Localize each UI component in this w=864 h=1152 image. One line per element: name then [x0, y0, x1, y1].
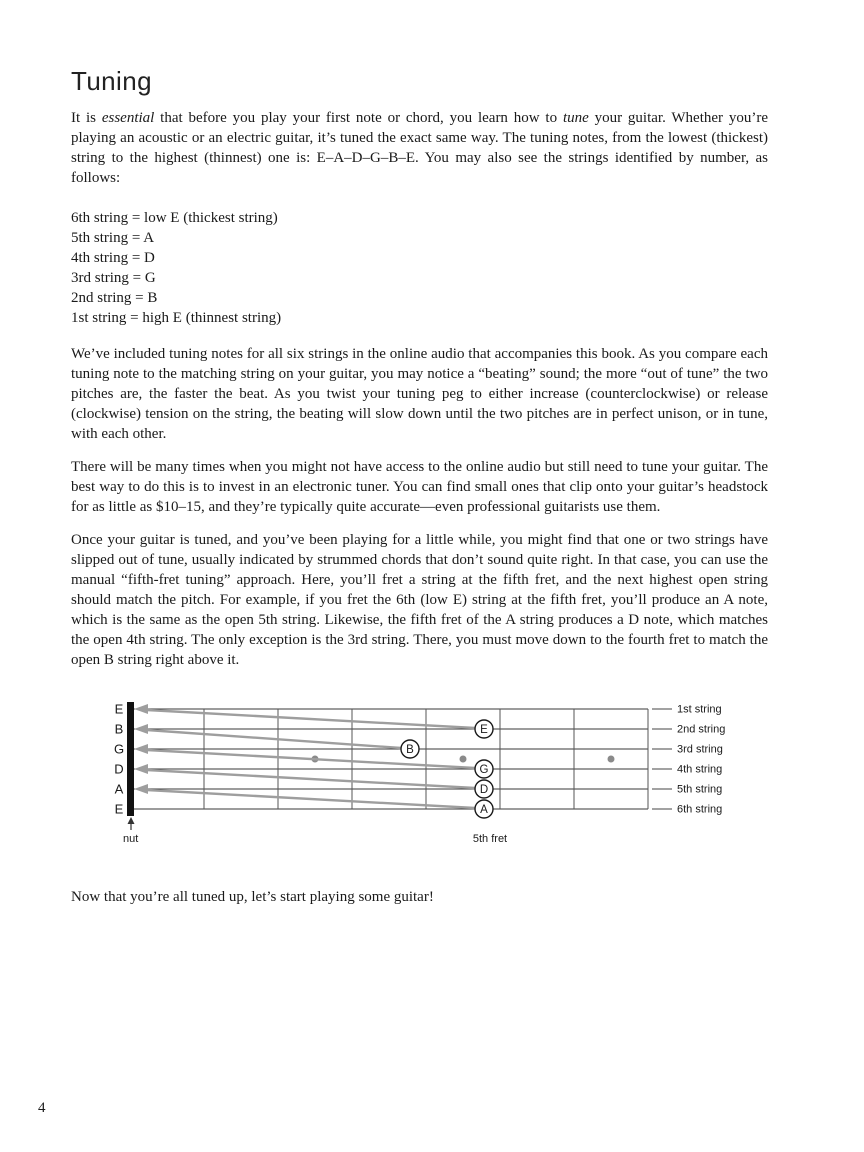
page-number: 4	[38, 1100, 46, 1116]
up-arrow-icon	[128, 817, 135, 824]
nut-bar	[127, 702, 134, 816]
paragraph-online-audio: We’ve included tuning notes for all six strings in the online audio that accompanies this book. As you compare each tuning note to the matching string on your guitar, you may notice a “beating” sound; the more “out of tune” the two pitches are, the faster the beat. As you twist your tuning peg to either increase (counterclockwise) or release (clockwise) tension on the string, the beating will slow down until the two pitches are in perfect unison, or in tune, with each other.	[71, 346, 768, 442]
fretted-note-label: D	[479, 784, 489, 796]
open-string-label: B	[114, 721, 124, 737]
string-list-item: 2nd string = B	[71, 290, 158, 306]
fretted-note-label: A	[480, 804, 488, 816]
open-string-label: G	[113, 741, 125, 757]
open-string-label: E	[114, 701, 124, 717]
string-number-label: 5th string	[677, 783, 723, 796]
fretted-note-label: G	[479, 764, 489, 776]
nut-label: nut	[123, 833, 139, 845]
string-number-labels	[652, 704, 725, 816]
page-content	[71, 66, 768, 907]
string-list-item: 5th string = A	[71, 230, 155, 246]
intro-run: that before you play your first note or chord, you learn how to	[154, 110, 563, 126]
closing-line: Now that you’re all tuned up, let’s start playing some guitar!	[71, 889, 434, 905]
string-number-label: 6th string	[677, 803, 723, 816]
nut-callout	[123, 817, 138, 845]
intro-paragraph	[71, 108, 768, 188]
tuning-arrows	[134, 704, 475, 808]
open-string-label: E	[114, 801, 124, 817]
string-number-label: 2nd string	[677, 723, 726, 736]
inlay-dot-icon	[460, 756, 467, 763]
inlay-dot-icon	[608, 756, 615, 763]
tuning-arrow	[147, 730, 401, 748]
arrowhead-icon	[134, 724, 148, 734]
fret-label: 5th fret	[472, 833, 508, 845]
string-number-list	[71, 208, 768, 328]
intro-run: your guitar. Whether you’re playing an acoustic or an electric guitar, it’s tuned the exact same way. The tuning notes, from the lowest (thickest) string to the highest (thinnest) one is: E–A–D–G–B–E. You may also see the strings identified by number, as follows:	[71, 110, 769, 186]
string-list-item: 6th string = low E (thickest string)	[71, 210, 278, 226]
string-list-item: 4th string = D	[71, 250, 155, 266]
arrowhead-icon	[134, 784, 148, 794]
page-title: Tuning	[71, 66, 152, 96]
intro-run: It is	[71, 110, 102, 126]
open-string-label: D	[114, 761, 124, 777]
arrowhead-icon	[134, 704, 148, 714]
paragraph-fifth-fret-tuning: Once your guitar is tuned, and you’ve been playing for a little while, you might find that one or two strings have slipped out of tune, usually indicated by strummed chords that don’t sound quite right. In that case, you can use the manual “fifth-fret tuning” approach. Here, you’ll fret a string at the fifth fret, and the next highest open string should match the pitch. For example, if you fret the 6th (low E) string at the fifth fret, you’ll produce an A note, which is the same as the open 5th string. Likewise, the fifth fret of the A string produces a D note, which matches the open 4th string. The only exception is the 3rd string. There, you must move down to the fourth fret to match the open B string right above it.	[71, 532, 768, 668]
string-number-label: 3rd string	[677, 743, 723, 756]
string-list-item: 3rd string = G	[71, 270, 156, 286]
intro-run-italic: tune	[562, 110, 589, 126]
open-string-label: A	[114, 781, 124, 797]
fretboard-svg	[110, 696, 755, 848]
fret-lines	[204, 709, 648, 809]
string-number-label: 4th string	[677, 763, 723, 776]
string-list-item: 1st string = high E (thinnest string)	[71, 310, 282, 326]
intro-run-italic: essential	[101, 110, 155, 126]
arrowhead-icon	[134, 764, 148, 774]
fretboard-diagram	[110, 696, 768, 853]
fretted-note-label: E	[480, 724, 488, 736]
string-number-label: 1st string	[677, 703, 722, 716]
arrowhead-icon	[134, 744, 148, 754]
fretted-note-label: B	[406, 744, 414, 756]
paragraph-electronic-tuner: There will be many times when you might not have access to the online audio but still need to tune your guitar. The best way to do this is to invest in an electronic tuner. You can find small ones that clip onto your guitar’s headstock for as little as $10–15, and they’re typically quite accurate—even professional guitarists use them.	[71, 459, 768, 515]
